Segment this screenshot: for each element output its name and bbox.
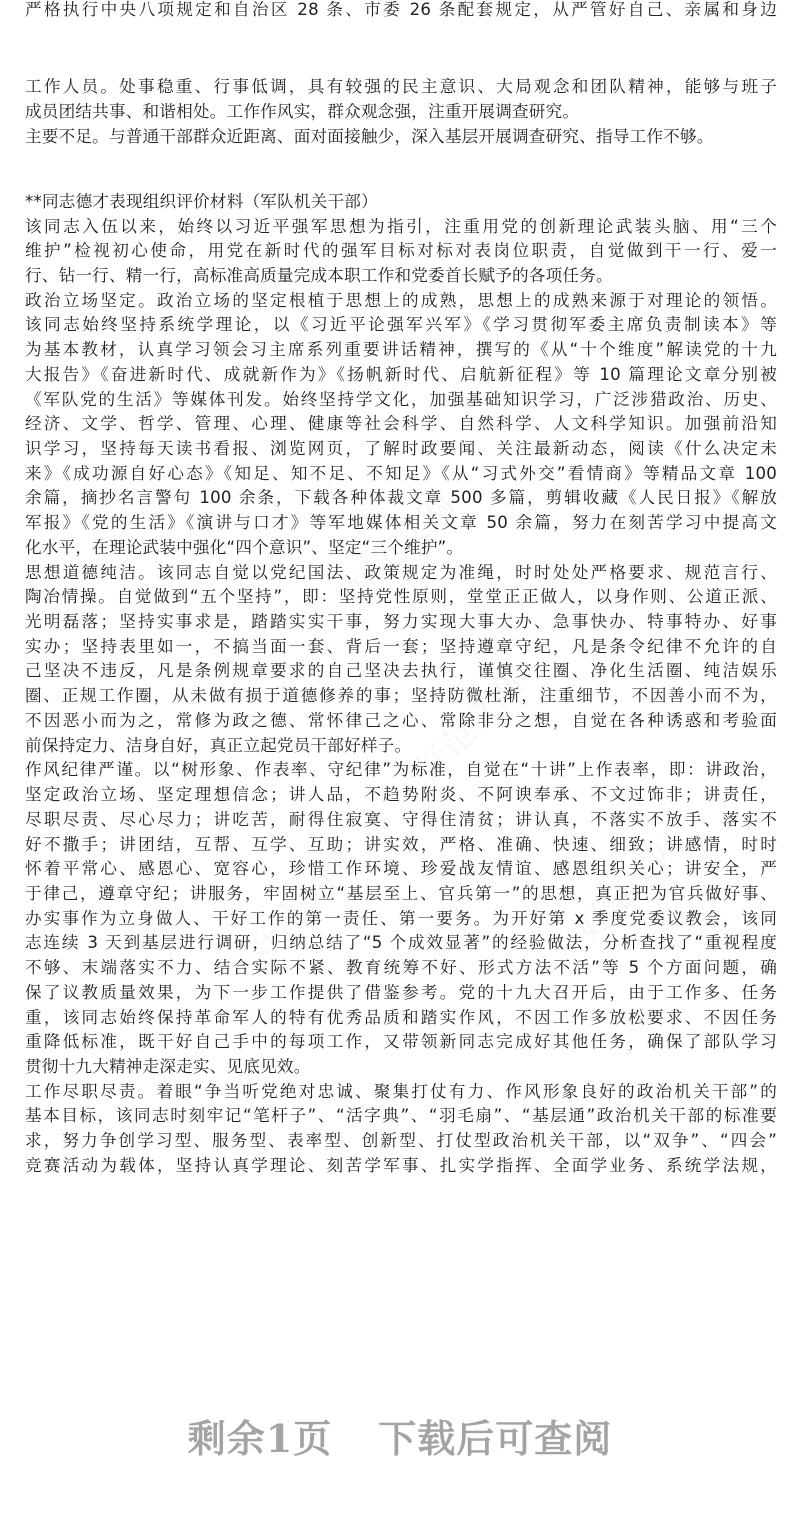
text-line: 前保持定力、洁身自好，真正立起党员干部好样子。	[25, 735, 412, 755]
text-line: 大报告》《奋进新时代、成就新作为》《扬帆新时代、启航新征程》等 10 篇理论文章分别被	[25, 364, 777, 384]
text-line: 好不撒手；讲团结，互帮、互学、互助；讲实效，严格、准确、快速、细致；讲感情，时时	[25, 834, 777, 854]
text-line: 重，该同志始终保持革命军人的特有优秀品质和踏实作风，不因工作多放松要求、不因任务	[25, 1007, 777, 1027]
text-line: 作风纪律严谨。以“树形象、作表率、守纪律”为标准，自觉在“十讲”上作表率，即：讲政治，	[25, 760, 777, 780]
text-line: 维护”检视初心使命，用党在新时代的强军目标对标对表岗位职责，自觉做到干一行、爱一	[25, 241, 777, 261]
text-line: 重降低标准，既干好自己手中的每项工作，又带领新同志完成好其他任务，确保了部队学习	[25, 1032, 777, 1052]
text-line: 《军队党的生活》等媒体刊发。始终坚持学文化，加强基础知识学习，广泛涉猎政治、历史、	[25, 389, 777, 409]
text-line-top-fragment: 严格执行中央八项规定和自治区 28 条、市委 26 条配套规定，从严管好自己、亲属和身边	[25, 0, 777, 19]
text-line: 于律己，遵章守纪；讲服务，牢固树立“基层至上、官兵第一”的思想，真正把为官兵做好事、	[25, 883, 777, 903]
download-to-view-label: 下载后可查阅	[378, 1416, 613, 1461]
text-line: 求，努力争创学习型、服务型、表率型、创新型、打仗型政治机关干部，以“双争”、“四会”	[25, 1131, 777, 1151]
text-line: 圈、正规工作圈，从未做有损于道德修养的事；坚持防微杜渐，注重细节，不因善小而不为，	[25, 686, 777, 706]
text-line: 怀着平常心、感恩心、宽容心，珍惜工作环境、珍爱战友情谊、感恩组织关心；讲安全，严	[25, 859, 777, 879]
text-line: 成员团结共事、和谐相处。工作作风实，群众观念强，注重开展调查研究。	[25, 102, 580, 121]
text-line: 尽职尽责、尽心尽力；讲吃苦，耐得住寂寞、守得住清贫；讲认真，不落实不放手、落实不	[25, 809, 777, 829]
text-line: 不因恶小而为之，常修为政之德、常怀律己之心、常除非分之想，自觉在各种诱惑和考验面	[25, 710, 777, 730]
text-line: 来》《成功源自好心态》《知足、知不足、不知足》《从“习式外交”看情商》等精品文章 100	[25, 463, 777, 483]
text-line: 保了议教质量效果，为下一步工作提供了借鉴参考。党的十九大召开后，由于工作多、任务	[25, 982, 777, 1002]
text-line: 实办；坚持表里如一，不搞当面一套、背后一套；坚持遵章守纪，凡是条令纪律不允许的自	[25, 636, 777, 656]
text-line: 余篇，摘抄名言警句 100 余条，下载各种体裁文章 500 多篇，剪辑收藏《人民日报》《解放	[25, 488, 777, 508]
text-line: 工作人员。处事稳重、行事低调，具有较强的民主意识、大局观念和团队精神，能够与班子	[25, 77, 777, 96]
text-line: 志连续 3 天到基层进行调研，归纳总结了“5 个成效显著”的经验做法，分析查找了“重视程度	[25, 933, 777, 953]
text-line: 行、钻一行、精一行，高标准高质量完成本职工作和党委首长赋予的各项任务。	[25, 265, 613, 285]
text-line: 该同志入伍以来，始终以习近平强军思想为指引，注重用党的创新理论武装头脑、用“三个	[25, 216, 777, 236]
text-line: 陶冶情操。自觉做到“五个坚持”，即：坚持党性原则，堂堂正正做人，以身作则、公道正派、	[25, 587, 777, 607]
text-line: 经济、文学、哲学、管理、心理、健康等社会科学、自然科学、人文科学知识。加强前沿知	[25, 414, 777, 434]
remaining-pages-label: 剩余1页	[187, 1416, 333, 1461]
text-line: 己坚决不违反，凡是条例规章要求的自己坚决去执行，谨慎交往圈、净化生活圈、纯洁娱乐	[25, 661, 777, 681]
text-line: 工作尽职尽责。着眼“争当听党绝对忠诚、聚集打仗有力、作风形象良好的政治机关干部”的	[25, 1081, 777, 1101]
text-line: 基本目标，该同志时刻牢记“笔杆子”、“活字典”、“羽毛扇”、“基层通”政治机关干部的标准要	[25, 1106, 777, 1126]
document-title: **同志德才表现组织评价材料（军队机关干部）	[25, 192, 378, 211]
text-line: 办实事作为立身做人、干好工作的第一责任、第一要务。为开好第 x 季度党委议教会，该同	[25, 908, 777, 928]
text-line: 光明磊落；坚持实事求是，踏踏实实干事，努力实现大事大办、急事快办、特事特办、好事	[25, 612, 777, 632]
text-line: 为基本教材，认真学习领会习主席系列重要讲话精神，撰写的《从“十个维度”解读党的十九	[25, 340, 777, 360]
text-line: 政治立场坚定。政治立场的坚定根植于思想上的成熟，思想上的成熟来源于对理论的领悟。	[25, 290, 777, 310]
text-line: 坚定政治立场、坚定理想信念；讲人品，不趋势附炎、不阿谀奉承、不文过饰非；讲责任，	[25, 785, 777, 805]
text-line: 主要不足。与普通干部群众近距离、面对面接触少，深入基层开展调查研究、指导工作不够。	[25, 127, 714, 146]
text-line: 不够、末端落实不力、结合实际不紧、教育统筹不好、形式方法不活”等 5 个方面问题，确	[25, 958, 777, 978]
text-line: 该同志始终坚持系统学理论，以《习近平论强军兴军》《学习贯彻军委主席负责制读本》等	[25, 315, 777, 335]
text-line: 军报》《党的生活》《演讲与口才》等军地媒体相关文章 50 余篇，努力在刻苦学习中提高文	[25, 513, 777, 533]
text-line: 识学习，坚持每天读书看报、浏览网页，了解时政要闻、关注最新动态，阅读《什么决定未	[25, 438, 777, 458]
text-line: 思想道德纯洁。该同志自觉以党纪国法、政策规定为准绳，时时处处严格要求、规范言行、	[25, 562, 777, 582]
text-line: 竞赛活动为载体，坚持认真学理论、刻苦学军事、扎实学指挥、全面学业务、系统学法规，	[25, 1155, 777, 1175]
text-line: 化水平，在理论武装中强化“四个意识”、坚定“三个维护”。	[25, 537, 464, 557]
text-line: 贯彻十九大精神走深走实、见底见效。	[25, 1056, 311, 1076]
remaining-pages-banner[interactable]	[0, 1408, 800, 1463]
